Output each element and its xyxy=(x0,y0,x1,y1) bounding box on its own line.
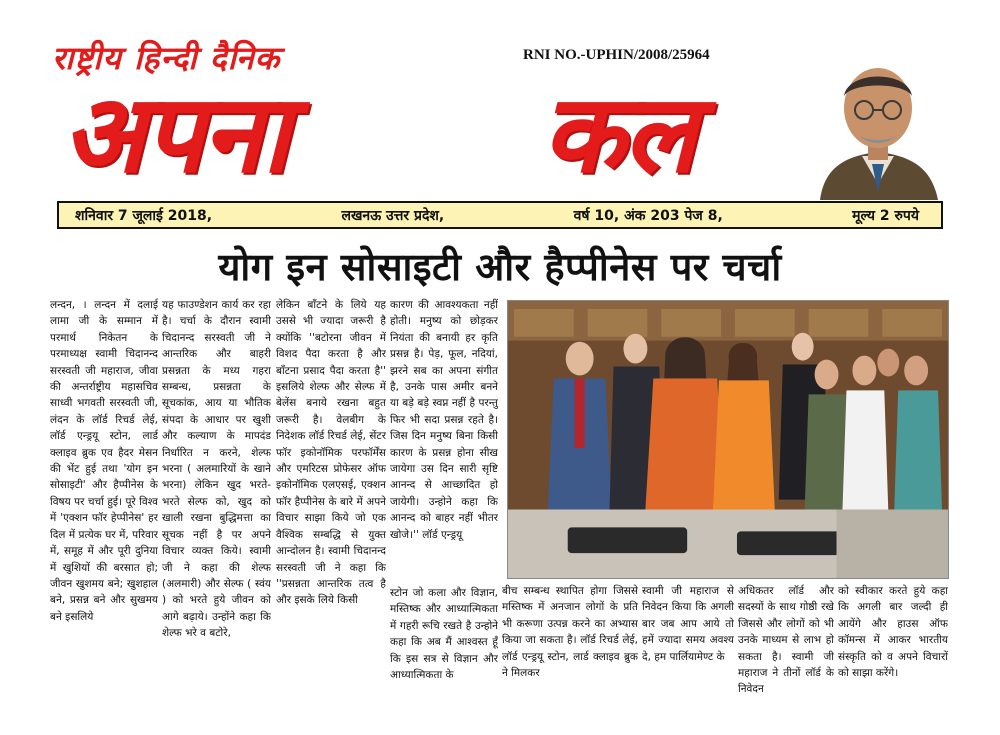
article-column-2: यह फाउण्डेशन कार्य कर रहा है। चर्चा के दौरान स्वामी चिदानन्द सरस्वती जी ने आन्तरिक और बाहरी प्रसन्नता के मध्य गहरा सम्बन्ध, प्रसन्नता के सूचकांक, आय या भौतिक संपदा के आधार पर खुशी और कल्याण के मापदंड निर्धारित न करने, शेल्फ भरना ( अलमारियों के खाने भरना) लेकिन खुद भरते-भरते सेल्फ को, खुद को खाली रखना बुद्धिमत्ता का सूचक नहीं है पर अपने विचार व्यक्त किये। स्वामी जी ने कहा की शेल्फ (अलमारी) और सेल्फ ( स्वंय ) को भरते हुये जीवन को आगे बढ़ाये। उन्होंने कहा कि शेल्फ भरे व बटोरे, xyxy=(162,299,271,640)
dateline-bar xyxy=(57,201,943,229)
article-column-4: कारण की आवश्यकता नहीं होती। मनुष्य को छोड़कर नियंता की बनायी हर कृति प्रसन्न है। पेड़, फूल, नदियां, झरने सब का अपना संगीत है, उनके पास अमीर बनने या बड़े बड़े स्वप्न नहीं है परन्तु फिर भी सदा प्रसन्न रहते है। जिस दिन मनुष्य बिना किसी कारण के प्रसन्न होना सीख जायेगा उस दिन सारी सृष्टि आनन्द से आच्छादित हो जायेगी। उन्होने कहा कि आनन्द को बाहर नहीं भीतर खोजे।'' लॉर्ड एन्ड्रयू xyxy=(390,299,498,541)
masthead-portrait xyxy=(812,52,944,200)
dateline-issue: वर्ष 10, अंक 203 पेज 8, xyxy=(573,207,723,224)
article-column-8: को स्वीकार करते हुये कहा कि अगली बार जल्दी ही आयेंगे और हाउस ऑफ कॉमन्स में आकर भारतीय संस्कृति को व अपने विचारों को साझा करेंगे। xyxy=(838,585,948,680)
article-column-5: बीच सम्बन्ध स्थापित होगा जिससे मस्तिष्क में अनजान लोगों के प्रति भी करूणा उत्पन्न करने का अभ्यास किया जा सकता है। लॉर्ड रिचर्ड लेई, लॉर्ड एन्ड्रयू स्टोन, लार्ड क्लाइव ब्रुक ने मिलकर xyxy=(502,585,638,680)
newspaper-title-word-2: कल xyxy=(542,72,695,197)
dateline-date: शनिवार 7 जूलाई 2018, xyxy=(75,207,213,224)
rni-number: RNI NO.-UPHIN/2008/25964 xyxy=(523,47,710,63)
dateline-price: मूल्य 2 रुपये xyxy=(852,207,919,224)
newspaper-title-word-1: अपना xyxy=(62,72,288,197)
article-column-6: स्वामी जी महाराज से निवेदन किया कि अगली बार जब आप आये तो हमें ज्यादा समय अवश्य दे, हम पार्लियामेण्ट के xyxy=(642,585,734,663)
article-column-1: लन्दन, । लन्दन में दलाई लामा जी के सम्मान में परमार्थ निकेतन के परमाध्यक्ष स्वामी चिदानन्द सरस्वती जी महाराज, जीवा की अन्तर्राष्ट्रीय महासचिव साध्वी भगवती सरस्वती जी, लंदन के लॉर्ड रिचर्ड लेई, लॉर्ड एन्ड्रयू स्टोन, लार्ड क्लाइव ब्रुक एव हैदर मेसन की भेंट हुई तथा 'योग इन सोसाइटी' और हैप्पीनेस के विषय पर चर्चा हुई। पूरे विश्व में 'एक्शन फॉर हेप्पीनेस' हर दिल में प्रत्येक घर में, परिवार में, समूह में और पूरी दुनिया में खुशियों की बरसात हो; जीवन खुशमय बने; खुशहाल बने, प्रसन्न बने और सुखमय बने इसलिये xyxy=(50,299,158,623)
masthead-tagline: राष्ट्रीय हिन्दी दैनिक xyxy=(52,39,281,77)
article-headline: योग इन सोसाइटी और हैप्पीनेस पर चर्चा xyxy=(218,245,782,289)
masthead xyxy=(0,0,1000,200)
article-column-7: अधिकतर लॉर्ड और सदस्यों के साथ गोष्ठी रखे जिससे और लोगों को भी उनके माध्यम से लाभ हो सकता है। स्वामी जी महाराज ने तीनों लॉर्ड के निवेदन xyxy=(738,585,834,696)
article-photo xyxy=(507,300,949,579)
article-column-4-continued: स्टोन जो कला और विज्ञान, मस्तिष्क और आध्यात्मिकता में गहरी रूचि रखते है उन्होने कहा कि अब मैं आश्वस्त हूँ कि इस सत्र से विज्ञान और आध्यात्मिकता के xyxy=(390,587,498,682)
article-column-3: लेकिन बाँटने के लिये यह उससे भी ज्यादा जरूरी है क्योंकि ''बटोरना जीवन में विशद पैदा करता है और बाँटना प्रसाद पैदा करता है'' इसलिये शेल्फ और सेल्फ में बेलेंस बनाये रखना बहुत जरूरी है। वेलबीग के निदेशक लॉर्ड रिचर्ड लेई, सेंटर फॉर इकोनॉमिक परफॉर्मेंस और एमरिटस प्रोफेसर ऑफ इकोनॉमिक एलएसई, एक्शन फॉर हैप्पीनेस के बारे में अपने विचार साझा किये जो एक वैश्विक सम्बद्धि से युक्त आन्दोलन है। स्वामी चिदानन्द सरस्वती जी ने कहा कि ''प्रसन्नता आन्तरिक तत्व है और इसके लिये किसी xyxy=(276,299,386,607)
dateline-place: लखनऊ उत्तर प्रदेश, xyxy=(341,207,445,224)
